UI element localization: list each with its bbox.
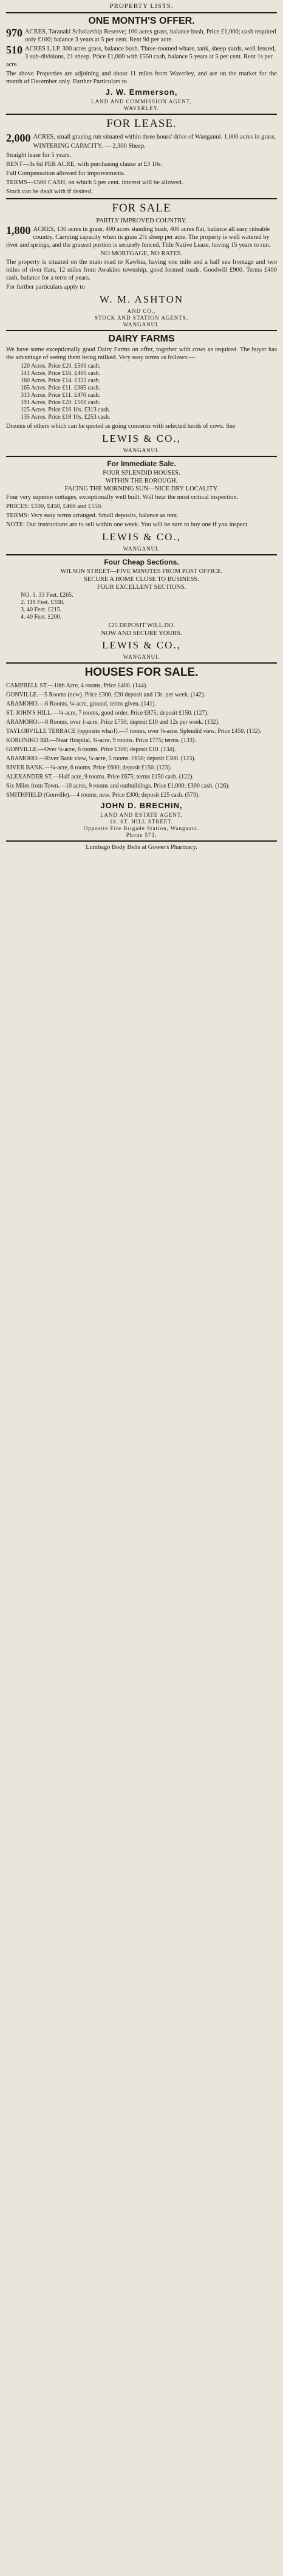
emmerson-advert <box>6 16 277 111</box>
section-row: 3. 40 Feet. £215. <box>21 606 62 613</box>
sale-advert <box>6 202 277 328</box>
advert-column <box>6 0 277 852</box>
divider <box>6 662 277 664</box>
house-listing: ALEXANDER ST.—Half acre, 9 rooms. Price £675; terms £150 cash. (122). <box>6 774 194 780</box>
footer-advert: Lumbago Body Belts at Gower's Pharmacy. <box>86 844 197 851</box>
lot-acreage: 510 <box>6 44 22 56</box>
price-row: 135 Acres. Price £18 10s. £253 cash. <box>21 414 111 421</box>
firm-place: WANGANUI. <box>123 447 160 453</box>
lease-detail: Straight lease for 5 years. <box>6 152 72 159</box>
divider <box>6 198 277 199</box>
advert-text: Four very superior cottages, exceptionally well built. Will bear the most critical inspection. <box>6 494 239 501</box>
house-listing: ARAMOHO.—River Bank view, ¼-acre, 5 rooms. £650; deposit £300. (123). <box>6 755 196 762</box>
lot-description: ACRES, small grazing run situated within three hours' drive of Wanganui. 1,000 acres in grass. <box>33 134 276 140</box>
sections-advert <box>6 558 277 660</box>
advert-line: FOUR SPLENDID HOUSES. <box>103 470 180 476</box>
offer-note: The above Properties are adjoining and about 11 miles from Waverley, and are on the market for the month of December only. Further Particulars to <box>6 70 277 85</box>
advert-line: WITHIN THE BOROUGH. <box>105 478 178 484</box>
sale-title: FOR SALE <box>112 202 171 215</box>
agent-address: 18. ST. HILL STREET. <box>109 819 174 825</box>
dairy-intro: We have some exceptionally good Dairy Farms on offer, together with cows as required. The buyer has the advantage of seeing them being milked. Very easy terms as follows:— <box>6 346 277 361</box>
agent-name: J. W. Emmerson, <box>105 88 178 97</box>
dairy-title-left: DAIRY <box>108 334 138 344</box>
price-row: 141 Acres. Price £16. £400 cash. <box>21 370 101 377</box>
house-listing: TAYLORVILLE TERRACE (opposite wharf).—7 rooms, over ¼-acre. Splendid view. Price £450. (132). <box>6 728 262 735</box>
section-row: 2. 118 Feet. £330. <box>21 599 64 606</box>
divider <box>6 114 277 115</box>
agent-landmark: Opposite Fire Brigade Station, Wanganui. <box>83 825 200 831</box>
dairy-title <box>6 334 277 345</box>
lease-detail: Full Compensation allowed for improvements. <box>6 170 126 177</box>
price-row: 165 Acres. Price £11. £385 cash. <box>21 385 100 391</box>
dairy-note: Dozens of others which can be quoted as going concerns with selected herds of cows. See <box>6 423 236 430</box>
agent-line: STOCK AND STATION AGENTS, <box>94 315 189 321</box>
terms-line: TERMS: Very easy terms arranged. Small deposits, balance as rent. <box>6 512 179 519</box>
agent-name: JOHN D. BRECHIN, <box>100 801 183 810</box>
house-listing: SMITHFIELD (Gonville).—4 rooms, new. Price £300; deposit £25 cash. (573). <box>6 792 200 799</box>
firm-place: WANGANUI. <box>123 546 160 552</box>
lot-entry <box>6 45 277 69</box>
divider <box>6 12 277 13</box>
price-row: 313 Acres. Price £11. £470 cash. <box>21 392 100 399</box>
section-row: 4. 40 Feet. £200. <box>21 614 62 620</box>
advert-title: HOUSES FOR SALE. <box>84 666 199 679</box>
firm-name: LEWIS & CO., <box>102 433 181 444</box>
lot-entry <box>6 28 277 44</box>
price-row: 125 Acres. Price £16 10s. £313 cash. <box>21 407 111 413</box>
firm-name: LEWIS & CO., <box>102 639 181 651</box>
deposit-line: NOW AND SECURE YOURS. <box>101 630 182 637</box>
lot-description: ACRES L.I.P. 300 acres grass, balance bush. Three-roomed whare, tank, sheep yards, well fenced, 3 sub-divisions, 21 sheep. Price £1,000 with £550 cash, balance 5 years at 5 per cent. Rent 1s per acre. <box>6 46 276 68</box>
mortgage-line: NO MORTGAGE, NO RATES. <box>100 250 183 257</box>
house-listing: CAMPBELL ST.—18th Acre, 4 rooms, Price £400. (144). <box>6 682 148 689</box>
firm-name: LEWIS & CO., <box>102 531 181 543</box>
house-listing: ARAMOHO.—8 Rooms, over 1-acre. Price £750; deposit £10 and 12s per week. (132). <box>6 719 220 726</box>
offer-banner: ONE MONTH'S OFFER. <box>88 16 195 26</box>
lot-acreage: 2,000 <box>6 132 31 144</box>
dairy-advert <box>6 334 277 453</box>
house-listing: RIVER BANK.—¼-acre, 6 rooms. Price £600; deposit £150. (123). <box>6 764 172 771</box>
divider <box>6 554 277 555</box>
advert-line: FACING THE MORNING SUN—NICE DRY LOCALITY. <box>64 486 219 492</box>
price-row: 191 Acres. Price £20. £500 cash. <box>21 399 101 406</box>
page-header: PROPERTY LISTS. <box>109 2 174 10</box>
divider <box>6 840 277 842</box>
advert-title: For Immediate Sale. <box>107 459 176 468</box>
prices-line: PRICES: £100, £450, £460 and £550. <box>6 503 103 510</box>
capacity-line: WINTERING CAPACITY. — 2,300 Sheep. <box>33 143 146 149</box>
lot-description: ACRES, Taranaki Scholarship Reserve; 100 acres grass, balance bush, Price £1,000; cash required only £100; balance 3 years at 5 per cent. Rent 9d per acre. <box>25 29 276 43</box>
house-listing: GONVILLE.—5 Rooms (new). Price £300. £20 deposit and 13s. per week. (142). <box>6 692 205 698</box>
firm-place: WANGANUI. <box>123 654 160 660</box>
agent-place: WANGANUI. <box>123 321 160 328</box>
house-listing: ST. JOHN'S HILL.—¼-acre, 7 rooms, good order. Price £875; deposit £150. (127). <box>6 710 209 716</box>
lot-description: ACRES, 130 acres in grass, 400 acres standing bush, 400 acres flat, balance all easy rideable country. Carrying capacity when in grass 2½ sheep per acre. The property is well watered by river and springs, and the grassed portion is securely fenced. Title Native Lease, having 15 years to run. <box>6 226 271 249</box>
lot-entry <box>6 225 277 249</box>
apply-line: For further particulars apply to <box>6 284 85 290</box>
lease-detail: Stock can be dealt with if desired. <box>6 188 93 195</box>
price-row: 120 Acres. Price £20. £500 cash. <box>21 363 101 369</box>
divider <box>6 456 277 457</box>
house-listing: KORONIKO RD.—Near Hospital, ¾-acre, 9 rooms. Price £775; terms. (133). <box>6 737 196 744</box>
houses-advert <box>6 666 277 838</box>
lease-detail: TERMS—£500 CASH, on which 5 per cent. interest will be allowed. <box>6 179 183 186</box>
divider <box>6 330 277 331</box>
deposit-line: £25 DEPOSIT WILL DO. <box>107 622 176 629</box>
lease-detail: RENT—3s 6d PER ACRE, with purchasing clause at £3 10s. <box>6 161 162 168</box>
section-row: NO. 1. 33 Feet. £265. <box>21 592 73 599</box>
agent-and-co: AND CO., <box>127 308 156 314</box>
advert-title: Four Cheap Sections. <box>104 558 179 566</box>
agent-place: WAVERLEY. <box>123 105 160 111</box>
sale-more: The property is situated on the main road to Kawhia, having one mile and a half sea frontage and two miles of river flats, 12 miles from Awakino township, good formed roads. Goodwill £900. Terms £400 cash, balance for a term of years. <box>6 259 277 281</box>
house-listing: GONVILLE.—Over ¼-acre, 6 rooms. Price £300; deposit £10. (134). <box>6 746 176 753</box>
agent-name: W. M. ASHTON <box>99 294 184 305</box>
agent-line: LAND AND ESTATE AGENT, <box>100 812 183 818</box>
advert-line: SECURE A HOME CLOSE TO BUSINESS. <box>84 576 199 583</box>
lot-acreage: 970 <box>6 27 22 39</box>
lot-entry <box>6 132 277 144</box>
house-listing: Six Miles from Town.—10 acres, 9 rooms and outbuildings. Price £1,000; £300 cash. (126). <box>6 783 230 789</box>
note-line: NOTE: Our instructions are to sell within one week. You will be sure to buy one if you inspect. <box>6 521 249 528</box>
house-listing: ARAMOHO.—6 Rooms, ¼-acre, ground, terms given. (141). <box>6 701 156 707</box>
lease-advert <box>6 117 277 196</box>
agent-phone: Phone 573. <box>126 832 157 838</box>
lease-title: FOR LEASE. <box>106 117 177 130</box>
sale-subtitle: PARTLY IMPROVED COUNTRY. <box>96 218 187 224</box>
lot-acreage: 1,800 <box>6 224 31 236</box>
advert-line: WILSON STREET—FIVE MINUTES FROM POST OFFICE. <box>60 568 223 575</box>
dairy-title-right: FARMS <box>140 334 175 344</box>
price-row: 160 Acres. Price £14. £322 cash. <box>21 377 101 384</box>
advert-line: FOUR EXCELLENT SECTIONS. <box>97 584 186 591</box>
immediate-sale-advert <box>6 459 277 552</box>
agent-line: LAND AND COMMISSION AGENT, <box>91 98 192 105</box>
